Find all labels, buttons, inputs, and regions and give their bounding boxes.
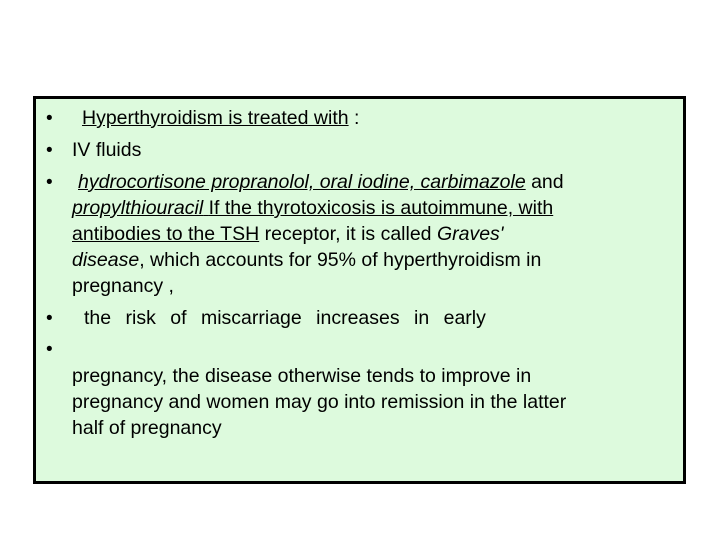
bullet-list	[36, 99, 683, 481]
bullet-dot: •	[46, 140, 53, 161]
autoimmune-text: If the thyrotoxicosis is autoimmune, with	[208, 197, 554, 219]
bullet-1	[82, 107, 359, 130]
bullet-2: IV fluids	[72, 139, 142, 161]
bullet-3-line-3	[72, 223, 504, 246]
accounts-text: , which accounts for 95% of hyperthyroidism in	[139, 249, 542, 271]
bullet-3-line-4	[72, 249, 541, 272]
propylthiouracil: propylthiouracil	[72, 197, 204, 219]
bullet-dot: •	[46, 172, 53, 193]
drug-list-and: and	[525, 171, 564, 193]
bullet-3-line-1	[78, 171, 564, 194]
bullet-dot: •	[46, 308, 53, 329]
graves-text: Graves'	[436, 223, 504, 245]
bullet-5-line-1: pregnancy, the disease otherwise tends to improve in	[72, 365, 532, 387]
bullet-5-line-2: pregnancy and women may go into remission in the latter	[72, 391, 567, 413]
bullet-1-colon: :	[348, 107, 360, 129]
receptor-text: receptor, it is called	[259, 223, 437, 245]
bullet-dot: •	[46, 108, 53, 129]
antibodies-text: antibodies to the TSH	[72, 223, 260, 245]
drug-list: hydrocortisone propranolol, oral iodine, carbimazole	[78, 171, 526, 193]
bullet-3-line-2	[72, 197, 553, 220]
content-box	[33, 96, 686, 484]
bullet-dot: •	[46, 339, 53, 360]
disease-text: disease	[72, 249, 140, 271]
bullet-4: the risk of miscarriage increases in early	[84, 307, 486, 329]
bullet-1-text: Hyperthyroidism is treated with	[82, 107, 349, 129]
bullet-3-line-5: pregnancy ,	[72, 275, 174, 297]
bullet-5-line-3: half of pregnancy	[72, 417, 222, 439]
